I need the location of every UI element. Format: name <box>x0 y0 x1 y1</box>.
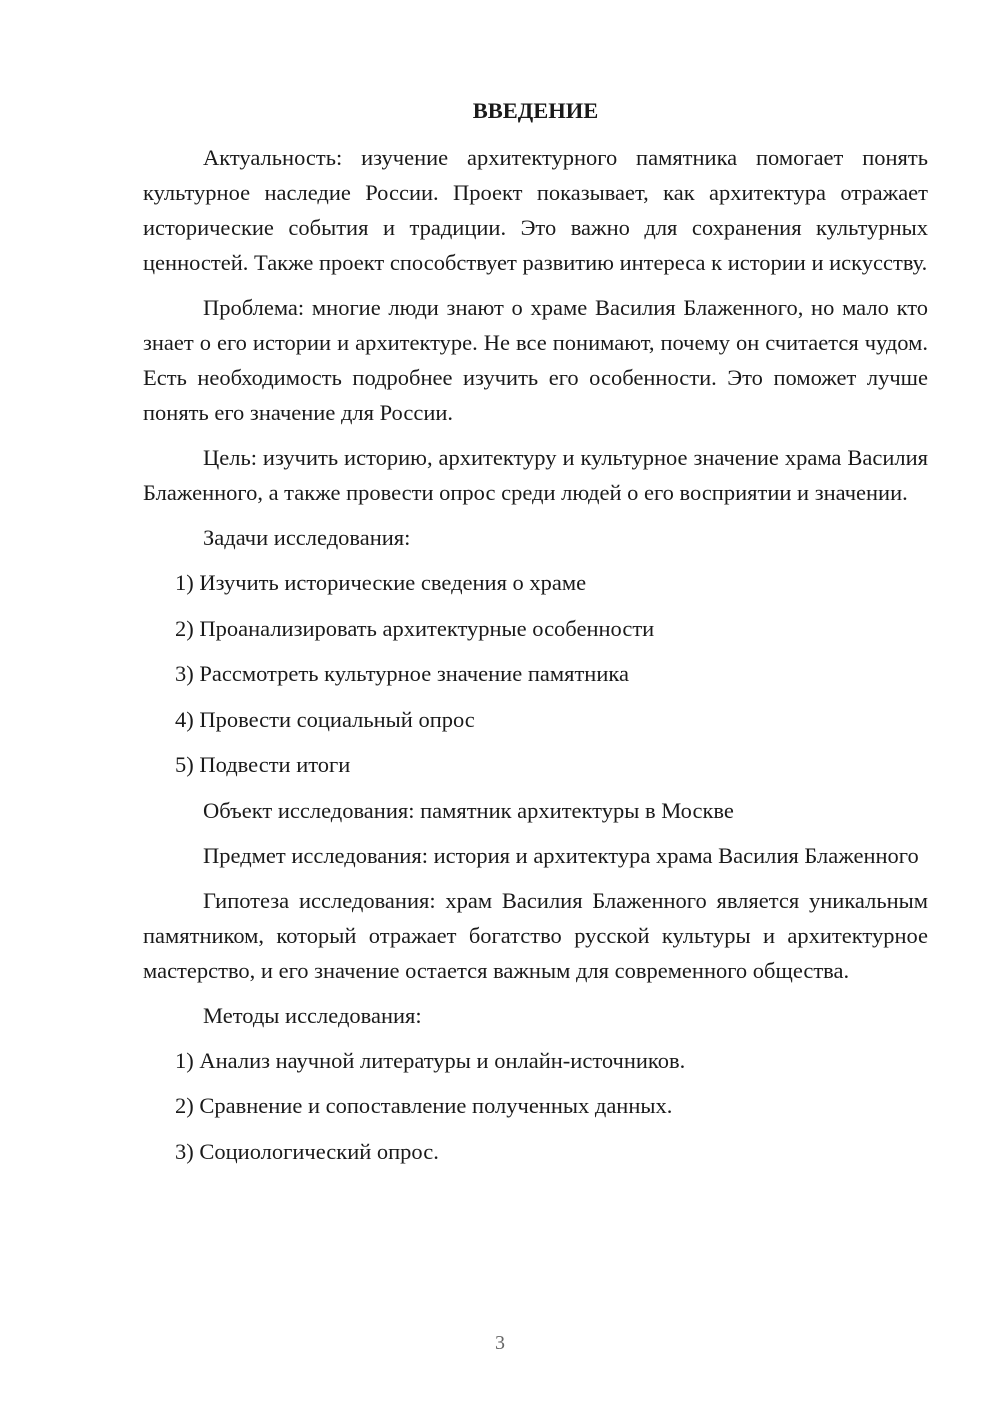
object-line: Объект исследования: памятник архитектуры в Москве <box>203 797 734 823</box>
list-item: 3) Рассмотреть культурное значение памятника <box>175 661 629 686</box>
page-number: 3 <box>495 1332 505 1354</box>
list-item: 2) Сравнение и сопоставление полученных данных. <box>175 1093 673 1118</box>
goal-paragraph: Цель: изучить историю, архитектуру и культурное значение храма Василия Блаженного, а также провести опрос среди людей о его восприятии и значении. <box>143 445 928 505</box>
list-item: 4) Провести социальный опрос <box>175 706 475 732</box>
list-item: 1) Анализ научной литературы и онлайн-источников. <box>175 1047 686 1073</box>
tasks-list <box>143 565 928 782</box>
relevance-paragraph: Актуальность: изучение архитектурного памятника помогает понять культурное наследие России. Проект показывает, как архитектура отражает исторические события и традиции. Это важно для сохранения культурных ценностей. Также проект способствует развитию интереса к истории и искусству. <box>143 145 928 275</box>
list-item: 1) Изучить исторические сведения о храме <box>175 570 587 595</box>
subject-paragraph: Предмет исследования: история и архитектура храма Василия Блаженного <box>203 842 919 868</box>
methods-heading: Методы исследования: <box>203 1002 422 1028</box>
list-item: 2) Проанализировать архитектурные особенности <box>175 615 655 641</box>
methods-list <box>143 1043 928 1169</box>
list-item: 5) Подвести итоги <box>175 752 351 777</box>
document-page <box>143 92 928 1179</box>
list-item: 3) Социологический опрос. <box>175 1138 439 1164</box>
page-title: ВВЕДЕНИЕ <box>472 98 599 123</box>
hypothesis-paragraph: Гипотеза исследования: храм Василия Блаженного является уникальным памятником, который отражает богатство русской культуры и архитектурное мастерство, и его значение остается важным для современного общества. <box>143 887 928 983</box>
tasks-heading: Задачи исследования: <box>203 525 411 550</box>
problem-paragraph: Проблема: многие люди знают о храме Василия Блаженного, но мало кто знает о его истории и архитектуре. Не все понимают, почему он считается чудом. Есть необходимость подробнее изучить его особенности. Это поможет лучше понять его значение для России. <box>143 295 928 425</box>
